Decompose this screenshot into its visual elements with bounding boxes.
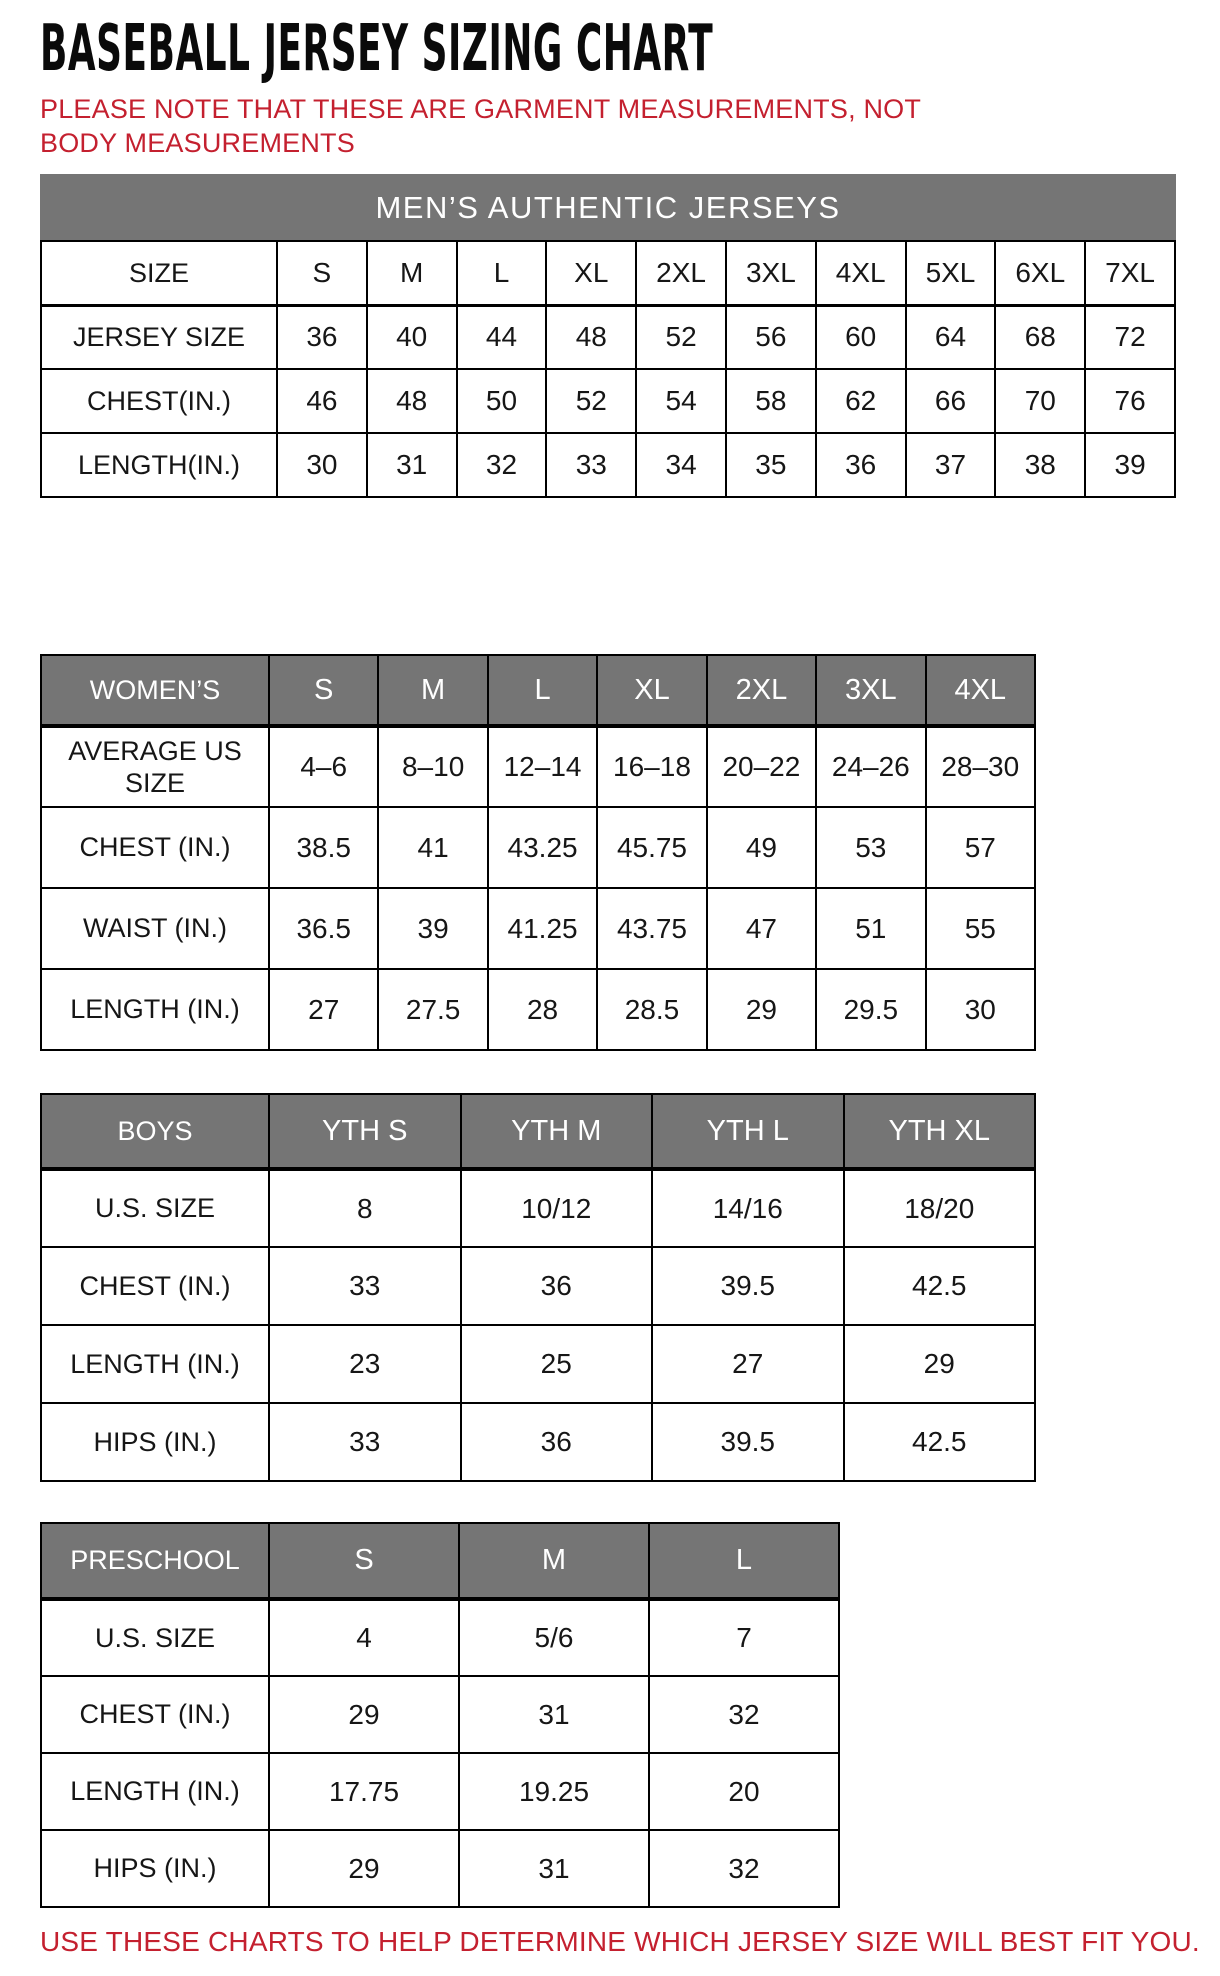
measurement-value-cell: 43.25 xyxy=(488,807,597,888)
measurement-value-cell: 5/6 xyxy=(459,1599,649,1676)
measurement-value-cell: 27.5 xyxy=(378,969,487,1050)
row-label-cell: CHEST (IN.) xyxy=(41,1676,269,1753)
womens-table xyxy=(40,654,1036,1051)
measurement-value-cell: 48 xyxy=(367,369,457,433)
measurement-value-cell: 36 xyxy=(816,433,906,497)
table-banner-row xyxy=(41,175,1175,241)
measurement-row xyxy=(41,1599,839,1676)
measurement-value-cell: 16–18 xyxy=(597,726,706,807)
header-label-cell: SIZE xyxy=(41,241,277,305)
measurement-value-cell: 72 xyxy=(1085,305,1175,369)
measurement-row xyxy=(41,1676,839,1753)
measurement-value-cell: 20–22 xyxy=(707,726,816,807)
row-label-cell: CHEST (IN.) xyxy=(41,807,269,888)
footer-note: USE THESE CHARTS TO HELP DETERMINE WHICH JERSEY SIZE WILL BEST FIT YOU. xyxy=(40,1926,1200,1958)
measurement-value-cell: 50 xyxy=(457,369,547,433)
measurement-value-cell: 46 xyxy=(277,369,367,433)
size-column-header-cell: 2XL xyxy=(707,655,816,726)
row-label-cell: CHEST (IN.) xyxy=(41,1247,269,1325)
measurement-row xyxy=(41,369,1175,433)
size-column-header-cell: 4XL xyxy=(926,655,1035,726)
measurement-value-cell: 31 xyxy=(367,433,457,497)
measurement-row xyxy=(41,433,1175,497)
measurement-value-cell: 36 xyxy=(277,305,367,369)
measurement-value-cell: 27 xyxy=(269,969,378,1050)
measurement-value-cell: 52 xyxy=(636,305,726,369)
measurement-value-cell: 8–10 xyxy=(378,726,487,807)
measurement-value-cell: 36 xyxy=(461,1403,653,1481)
measurement-value-cell: 33 xyxy=(269,1403,461,1481)
page-title-text: BASEBALL JERSEY SIZING CHART xyxy=(40,12,714,86)
measurement-value-cell: 30 xyxy=(926,969,1035,1050)
row-label-cell: CHEST(IN.) xyxy=(41,369,277,433)
measurement-value-cell: 37 xyxy=(906,433,996,497)
measurement-value-cell: 32 xyxy=(457,433,547,497)
measurement-value-cell: 25 xyxy=(461,1325,653,1403)
measurement-value-cell: 40 xyxy=(367,305,457,369)
measurement-row xyxy=(41,1403,1035,1481)
measurement-value-cell: 68 xyxy=(995,305,1085,369)
measurement-value-cell: 24–26 xyxy=(816,726,925,807)
measurement-value-cell: 43.75 xyxy=(597,888,706,969)
measurement-value-cell: 32 xyxy=(649,1830,839,1907)
measurement-value-cell: 29 xyxy=(707,969,816,1050)
size-column-header-cell: S xyxy=(277,241,367,305)
size-column-header-cell: YTH S xyxy=(269,1094,461,1169)
measurement-value-cell: 57 xyxy=(926,807,1035,888)
measurement-value-cell: 10/12 xyxy=(461,1169,653,1247)
header-label-cell: PRESCHOOL xyxy=(41,1523,269,1599)
size-column-header-cell: L xyxy=(457,241,547,305)
measurement-value-cell: 39.5 xyxy=(652,1247,844,1325)
measurement-value-cell: 18/20 xyxy=(844,1169,1036,1247)
measurement-row xyxy=(41,305,1175,369)
row-label-cell: U.S. SIZE xyxy=(41,1599,269,1676)
measurement-value-cell: 49 xyxy=(707,807,816,888)
measurement-row xyxy=(41,726,1035,807)
measurement-value-cell: 76 xyxy=(1085,369,1175,433)
column-header-row xyxy=(41,655,1035,726)
measurement-value-cell: 17.75 xyxy=(269,1753,459,1830)
measurement-value-cell: 31 xyxy=(459,1676,649,1753)
row-label-cell: LENGTH (IN.) xyxy=(41,969,269,1050)
measurement-value-cell: 29.5 xyxy=(816,969,925,1050)
row-label-cell: HIPS (IN.) xyxy=(41,1403,269,1481)
measurement-value-cell: 20 xyxy=(649,1753,839,1830)
measurement-value-cell: 44 xyxy=(457,305,547,369)
measurement-value-cell: 39 xyxy=(1085,433,1175,497)
preschool-table xyxy=(40,1522,840,1908)
measurement-value-cell: 4–6 xyxy=(269,726,378,807)
measurement-value-cell: 62 xyxy=(816,369,906,433)
measurement-value-cell: 31 xyxy=(459,1830,649,1907)
measurement-row xyxy=(41,1169,1035,1247)
row-label-cell: LENGTH (IN.) xyxy=(41,1325,269,1403)
measurement-value-cell: 55 xyxy=(926,888,1035,969)
row-label-cell: AVERAGE US SIZE xyxy=(41,726,269,807)
measurement-value-cell: 34 xyxy=(636,433,726,497)
measurement-value-cell: 32 xyxy=(649,1676,839,1753)
measurement-value-cell: 47 xyxy=(707,888,816,969)
size-column-header-cell: XL xyxy=(597,655,706,726)
mens-authentic-jerseys-table xyxy=(40,174,1176,498)
measurement-value-cell: 52 xyxy=(546,369,636,433)
page-title xyxy=(40,14,1180,88)
measurement-value-cell: 29 xyxy=(269,1830,459,1907)
size-column-header-cell: 5XL xyxy=(906,241,996,305)
measurement-value-cell: 7 xyxy=(649,1599,839,1676)
column-header-row xyxy=(41,241,1175,305)
measurement-value-cell: 39.5 xyxy=(652,1403,844,1481)
measurement-value-cell: 27 xyxy=(652,1325,844,1403)
measurement-value-cell: 42.5 xyxy=(844,1247,1036,1325)
measurement-value-cell: 29 xyxy=(844,1325,1036,1403)
size-column-header-cell: 4XL xyxy=(816,241,906,305)
size-column-header-cell: 3XL xyxy=(816,655,925,726)
table-banner: MEN’S AUTHENTIC JERSEYS xyxy=(41,175,1175,241)
column-header-row xyxy=(41,1094,1035,1169)
size-column-header-cell: 6XL xyxy=(995,241,1085,305)
measurement-value-cell: 70 xyxy=(995,369,1085,433)
measurement-row xyxy=(41,969,1035,1050)
size-column-header-cell: S xyxy=(269,655,378,726)
size-column-header-cell: M xyxy=(378,655,487,726)
measurement-value-cell: 35 xyxy=(726,433,816,497)
measurement-value-cell: 42.5 xyxy=(844,1403,1036,1481)
size-column-header-cell: XL xyxy=(546,241,636,305)
column-header-row xyxy=(41,1523,839,1599)
measurement-value-cell: 39 xyxy=(378,888,487,969)
measurement-row xyxy=(41,807,1035,888)
row-label-cell: U.S. SIZE xyxy=(41,1169,269,1247)
measurement-value-cell: 66 xyxy=(906,369,996,433)
boys-table xyxy=(40,1093,1036,1482)
measurement-row xyxy=(41,888,1035,969)
measurement-value-cell: 33 xyxy=(546,433,636,497)
size-column-header-cell: M xyxy=(367,241,457,305)
size-column-header-cell: 7XL xyxy=(1085,241,1175,305)
row-label-cell: JERSEY SIZE xyxy=(41,305,277,369)
measurement-value-cell: 45.75 xyxy=(597,807,706,888)
measurement-value-cell: 4 xyxy=(269,1599,459,1676)
measurement-value-cell: 58 xyxy=(726,369,816,433)
row-label-cell: HIPS (IN.) xyxy=(41,1830,269,1907)
size-column-header-cell: YTH XL xyxy=(844,1094,1036,1169)
header-label-cell: BOYS xyxy=(41,1094,269,1169)
size-column-header-cell: 3XL xyxy=(726,241,816,305)
measurement-value-cell: 48 xyxy=(546,305,636,369)
measurement-value-cell: 51 xyxy=(816,888,925,969)
measurement-value-cell: 53 xyxy=(816,807,925,888)
measurement-value-cell: 30 xyxy=(277,433,367,497)
garment-measurement-note: PLEASE NOTE THAT THESE ARE GARMENT MEASUREMENTS, NOT BODY MEASUREMENTS xyxy=(40,94,921,159)
row-label-cell: WAIST (IN.) xyxy=(41,888,269,969)
measurement-value-cell: 29 xyxy=(269,1676,459,1753)
measurement-value-cell: 23 xyxy=(269,1325,461,1403)
size-column-header-cell: YTH M xyxy=(461,1094,653,1169)
header-label-cell: WOMEN’S xyxy=(41,655,269,726)
measurement-value-cell: 12–14 xyxy=(488,726,597,807)
measurement-row xyxy=(41,1830,839,1907)
measurement-value-cell: 28–30 xyxy=(926,726,1035,807)
measurement-row xyxy=(41,1247,1035,1325)
measurement-value-cell: 33 xyxy=(269,1247,461,1325)
measurement-value-cell: 41.25 xyxy=(488,888,597,969)
measurement-value-cell: 19.25 xyxy=(459,1753,649,1830)
size-column-header-cell: M xyxy=(459,1523,649,1599)
size-column-header-cell: S xyxy=(269,1523,459,1599)
measurement-row xyxy=(41,1325,1035,1403)
measurement-value-cell: 36 xyxy=(461,1247,653,1325)
measurement-value-cell: 64 xyxy=(906,305,996,369)
measurement-value-cell: 8 xyxy=(269,1169,461,1247)
size-column-header-cell: L xyxy=(649,1523,839,1599)
measurement-row xyxy=(41,1753,839,1830)
measurement-value-cell: 54 xyxy=(636,369,726,433)
size-column-header-cell: YTH L xyxy=(652,1094,844,1169)
measurement-value-cell: 14/16 xyxy=(652,1169,844,1247)
row-label-cell: LENGTH (IN.) xyxy=(41,1753,269,1830)
measurement-value-cell: 38.5 xyxy=(269,807,378,888)
size-column-header-cell: 2XL xyxy=(636,241,726,305)
measurement-value-cell: 41 xyxy=(378,807,487,888)
row-label-cell: LENGTH(IN.) xyxy=(41,433,277,497)
measurement-value-cell: 28 xyxy=(488,969,597,1050)
measurement-value-cell: 60 xyxy=(816,305,906,369)
measurement-value-cell: 38 xyxy=(995,433,1085,497)
measurement-value-cell: 56 xyxy=(726,305,816,369)
measurement-value-cell: 36.5 xyxy=(269,888,378,969)
measurement-value-cell: 28.5 xyxy=(597,969,706,1050)
size-column-header-cell: L xyxy=(488,655,597,726)
